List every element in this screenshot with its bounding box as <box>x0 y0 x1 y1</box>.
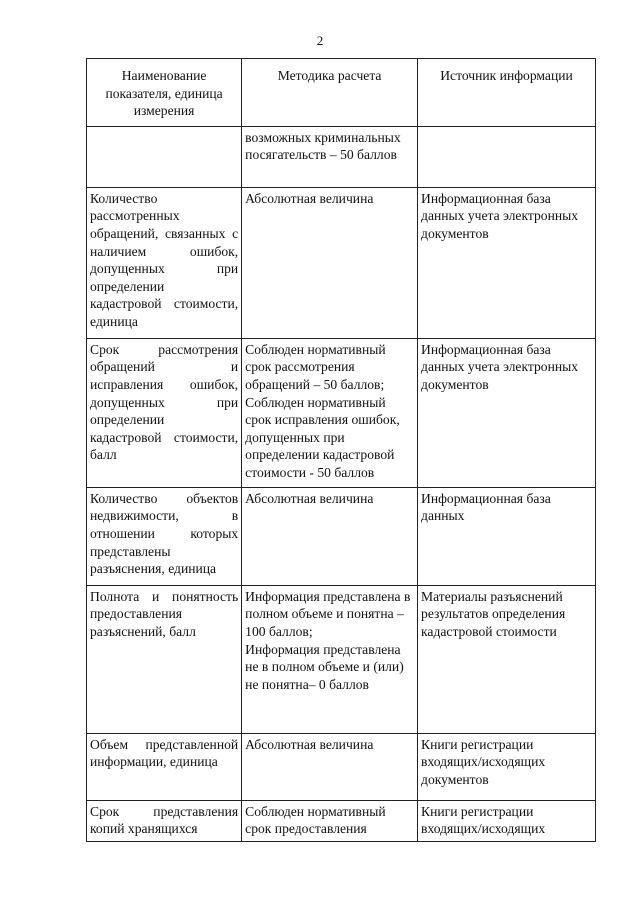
table-row <box>87 487 596 585</box>
indicators-table <box>86 58 596 842</box>
indicator-cell: Полнота и понятность предоставления разъяснений, балл <box>87 585 242 733</box>
method-cell: Информация представлена в полном объеме и понятна – 100 баллов; Информация представлена не в полном объеме и (или) не понятна– 0 баллов <box>242 585 418 733</box>
indicator-cell: Количество объектов недвижимости, в отношении которых представлены разъяснения, единица <box>87 487 242 585</box>
method-cell: Соблюден нормативный срок предоставления <box>242 800 418 841</box>
table-row <box>87 733 596 800</box>
header-method: Методика расчета <box>242 59 418 127</box>
header-indicator: Наименование показателя, единица измерения <box>87 59 242 127</box>
table-row <box>87 338 596 487</box>
table-row <box>87 126 596 187</box>
method-cell: Абсолютная величина <box>242 487 418 585</box>
table-row <box>87 800 596 841</box>
source-cell <box>418 126 596 187</box>
indicator-cell: Срок рассмотрения обращений и исправления ошибок, допущенных при определении кадастровой стоимости, балл <box>87 338 242 487</box>
table-row <box>87 187 596 338</box>
indicator-cell: Количество рассмотренных обращений, связанных с наличием ошибок, допущенных при определении кадастровой стоимости, единица <box>87 187 242 338</box>
source-cell: Книги регистрации входящих/исходящих документов <box>418 733 596 800</box>
indicator-cell <box>87 126 242 187</box>
indicator-cell: Объем представленной информации, единица <box>87 733 242 800</box>
header-source: Источник информации <box>418 59 596 127</box>
page-number: 2 <box>316 33 324 48</box>
source-cell: Информационная база данных <box>418 487 596 585</box>
source-cell: Информационная база данных учета электронных документов <box>418 187 596 338</box>
source-cell: Материалы разъяснений результатов определения кадастровой стоимости <box>418 585 596 733</box>
method-cell: Абсолютная величина <box>242 733 418 800</box>
source-cell: Информационная база данных учета электронных документов <box>418 338 596 487</box>
table-header-row <box>87 59 596 127</box>
method-cell: Соблюден нормативный срок рассмотрения обращений – 50 баллов; Соблюден нормативный срок исправления ошибок, допущенных при определении кадастровой стоимости - 50 баллов <box>242 338 418 487</box>
table-row <box>87 585 596 733</box>
method-cell: Абсолютная величина <box>242 187 418 338</box>
source-cell: Книги регистрации входящих/исходящих <box>418 800 596 841</box>
method-cell: возможных криминальных посягательств – 50 баллов <box>242 126 418 187</box>
indicator-cell: Срок представления копий хранящихся <box>87 800 242 841</box>
